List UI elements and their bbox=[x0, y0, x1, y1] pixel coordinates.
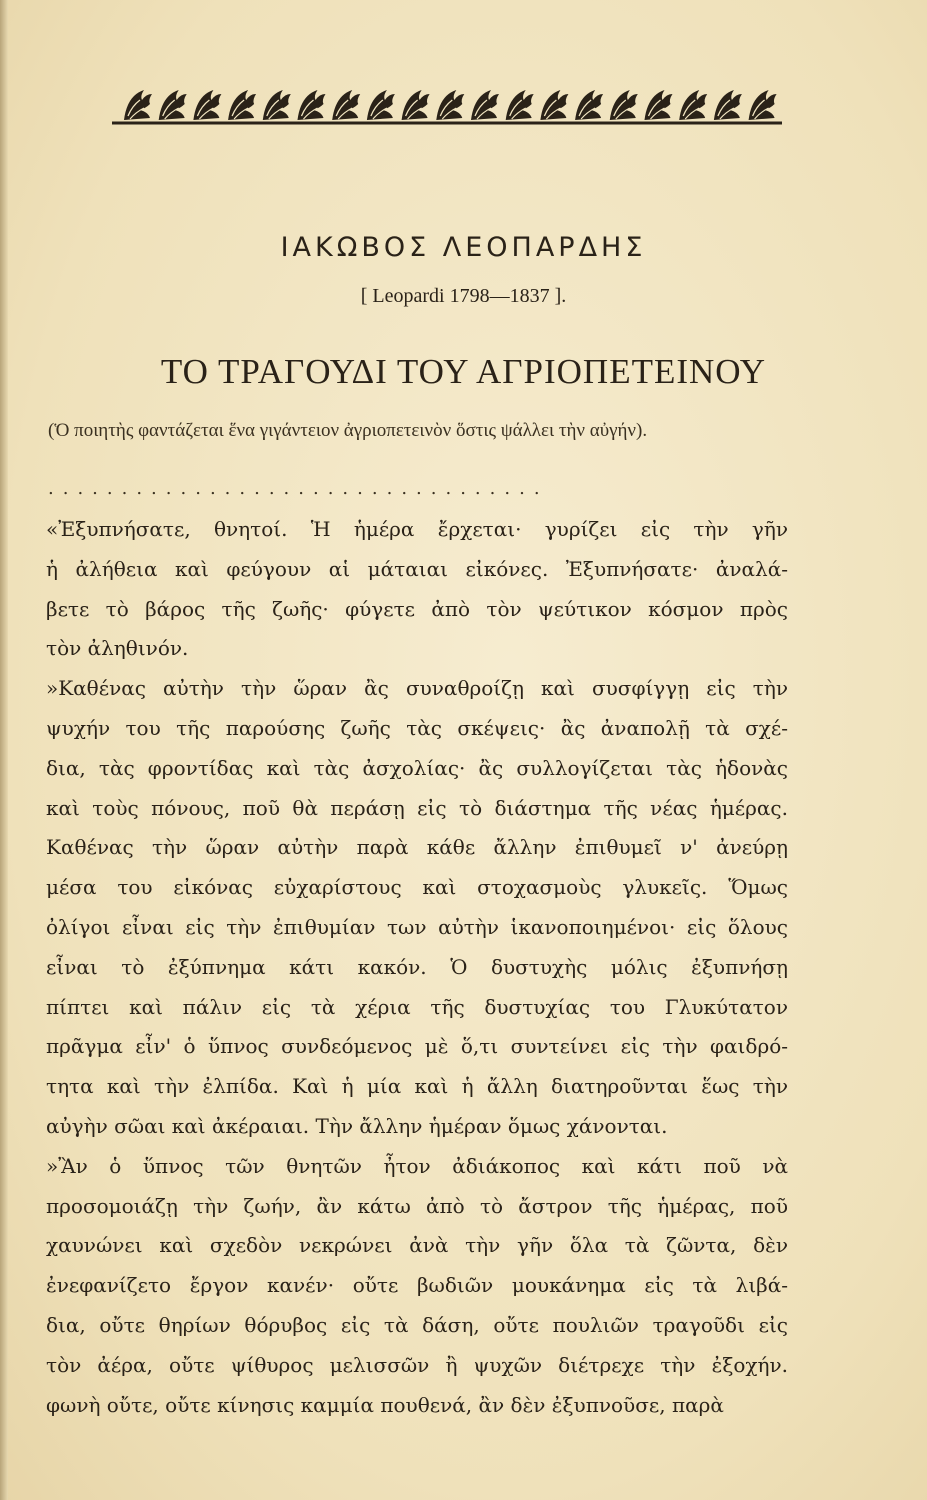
text-line: ψυχήν του τῆς παρούσης ζωῆς τὰς σκέψεις· ἂς ἀναπολῇ τὰ σχέ- bbox=[46, 715, 788, 740]
palmette-motif bbox=[436, 90, 464, 120]
floral-ornament-band bbox=[112, 86, 782, 126]
palmette-motif bbox=[645, 90, 673, 120]
palmette-motif bbox=[714, 90, 742, 120]
palmette-motif bbox=[610, 90, 638, 120]
palmette-motif bbox=[679, 90, 707, 120]
palmette-motif bbox=[228, 90, 256, 120]
text-line: αὐγὴν σῶαι καὶ ἀκέραιαι. Τὴν ἄλλην ἡμέραν ὅμως χάνονται. bbox=[46, 1113, 668, 1138]
text-line: χαυνώνει καὶ σχεδὸν νεκρώνει ἀνὰ τὴν γῆν ὅλα τὰ ζῶντα, δὲν bbox=[46, 1233, 788, 1258]
text-line: εἶναι τὸ ἐξύπνημα κάτι κακόν. Ὁ δυστυχὴς μόλις ἐξυπνήσῃ bbox=[46, 954, 788, 979]
text-line: καὶ τοὺς πόνους, ποῦ θὰ περάσῃ εἰς τὸ διάστημα τῆς νέας ἡμέρας. bbox=[46, 795, 788, 820]
author-dates: [ Leopardi 1798—1837 ]. bbox=[360, 285, 567, 307]
palmette-motif bbox=[540, 90, 568, 120]
text-line: Καθένας τὴν ὥραν αὐτὴν παρὰ κάθε ἄλλην ἐπιθυμεῖ ν' ἀνεύρῃ bbox=[46, 835, 788, 860]
text-line: πρᾶγμα εἶν' ὁ ὕπνος συνδεόμενος μὲ ὅ,τι συντείνει εἰς τὴν φαιδρό- bbox=[46, 1034, 788, 1059]
palmette-motif bbox=[402, 90, 430, 120]
text-line: τὸν ἀληθινόν. bbox=[46, 636, 189, 661]
text-line: «Ἐξυπνήσατε, θνητοί. Ἡ ἡμέρα ἔρχεται· γυρίζει εἰς τὴν γῆν bbox=[46, 517, 788, 541]
text-line: φωνὴ οὔτε, οὔτε κίνησις καμμία πουθενά, ἂν δὲν ἐξυπνοῦσε, παρὰ bbox=[46, 1392, 724, 1417]
palmette-motif bbox=[506, 90, 534, 120]
text-line: »Ἂν ὁ ὕπνος τῶν θνητῶν ἦτον ἀδιάκοπος καὶ κάτι ποῦ νὰ bbox=[46, 1153, 788, 1178]
palmette-motif bbox=[575, 90, 603, 120]
palmette-motif bbox=[367, 90, 395, 120]
page-spine-shadow bbox=[0, 0, 8, 1500]
palmette-motif bbox=[332, 90, 360, 120]
author-heading: ΙΑΚΩΒΟΣ ΛΕΟΠΑΡΔΗΣ bbox=[280, 232, 647, 263]
palmette-motif bbox=[193, 90, 221, 120]
poem-title: ΤΟ ΤΡΑΓΟΥΔΙ ΤΟΥ ΑΓΡΙΟΠΕΤΕΙΝΟΥ bbox=[160, 352, 767, 391]
editor-note: (Ὁ ποιητὴς φαντάζεται ἕνα γιγάντειον ἀγριοπετεινὸν ὅστις ψάλλει τὴν αὐγήν). bbox=[48, 420, 648, 441]
text-line: ὀλίγοι εἶναι εἰς τὴν ἐπιθυμίαν των αὐτὴν ἱκανοποιημένοι· εἰς ὅλους bbox=[46, 914, 788, 939]
text-line: βετε τὸ βάρος τῆς ζωῆς· φύγετε ἀπὸ τὸν ψεύτικον κόσμον πρὸς bbox=[46, 596, 788, 621]
palmette-motif bbox=[471, 90, 499, 120]
palmette-motif bbox=[749, 90, 777, 120]
text-line: »Καθένας αὐτὴν τὴν ὥραν ἂς συναθροίζῃ καὶ συσφίγγῃ εἰς τὴν bbox=[46, 676, 788, 701]
palmette-motif bbox=[159, 90, 187, 120]
text-line: ἡ ἀλήθεια καὶ φεύγουν αἱ μάταιαι εἰκόνες. Ἐξυπνήσατε· ἀναλά- bbox=[46, 556, 788, 581]
body-text bbox=[46, 510, 788, 1425]
palmette-motif bbox=[263, 90, 291, 120]
text-line: δια, τὰς φροντίδας καὶ τὰς ἀσχολίας· ἂς συλλογίζεται τὰς ἡδονὰς bbox=[46, 755, 788, 780]
text-line: τὸν ἀέρα, οὔτε ψίθυρος μελισσῶν ἢ ψυχῶν διέτρεχε τὴν ἐξοχήν. bbox=[46, 1352, 788, 1377]
text-line: προσομοιάζῃ τὴν ζωήν, ἂν κάτω ἀπὸ τὸ ἄστρον τῆς ἡμέρας, ποῦ bbox=[46, 1193, 788, 1218]
text-line: δια, οὔτε θηρίων θόρυβος εἰς τὰ δάση, οὔτε πουλιῶν τραγοῦδι εἰς bbox=[46, 1312, 788, 1337]
text-line: τητα καὶ τὴν ἐλπίδα. Καὶ ἡ μία καὶ ἡ ἄλλη διατηροῦνται ἕως τὴν bbox=[46, 1074, 788, 1099]
dotted-separator: .................................. bbox=[48, 478, 549, 499]
text-line: ἐνεφανίζετο ἔργον κανέν· οὔτε βωδιῶν μουκάνημα εἰς τὰ λιβά- bbox=[46, 1273, 788, 1298]
palmette-motif bbox=[298, 90, 326, 120]
palmette-motif bbox=[124, 90, 152, 120]
text-line: μέσα του εἰκόνας εὐχαρίστους καὶ στοχασμοὺς γλυκεῖς. Ὅμως bbox=[46, 875, 788, 900]
text-line: πίπτει καὶ πάλιν εἰς τὰ χέρια τῆς δυστυχίας του Γλυκύτατον bbox=[46, 994, 788, 1019]
